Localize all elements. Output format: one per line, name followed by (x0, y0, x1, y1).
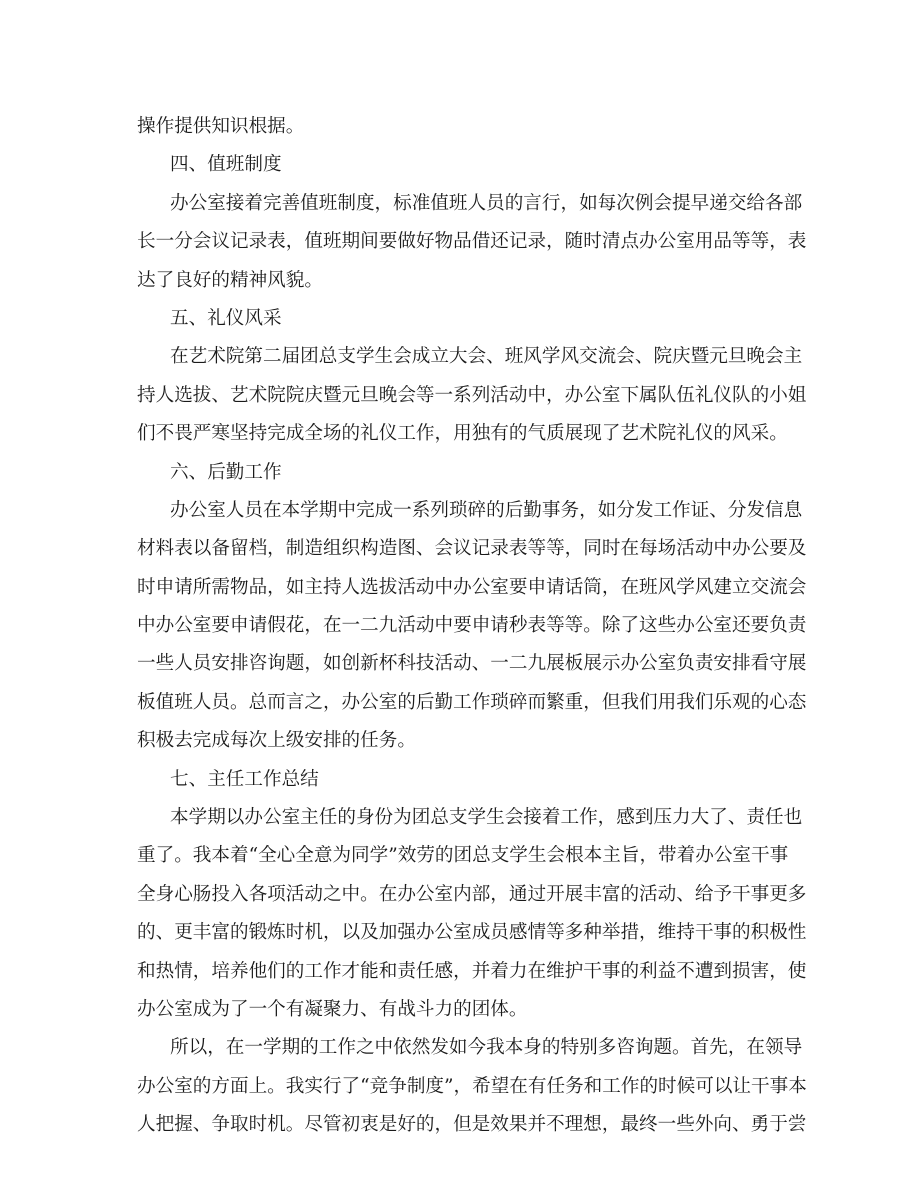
text-line: 达了良好的精神风貌。 (137, 269, 323, 291)
text-line: 人把握、争取时机。尽管初衷是好的，但是效果并不理想，最终一些外向、勇于尝 (137, 1114, 807, 1136)
text-line: 办公室的方面上。我实行了“竞争制度”，希望在有任务和工作的时候可以让干事本 (137, 1075, 807, 1097)
text-line: 板值班人员。总而言之，办公室的后勤工作琐碎而繁重，但我们用我们乐观的心态 (137, 691, 807, 713)
paragraph-reflection (137, 1029, 807, 1144)
text-line: 办公室接着完善值班制度，标准值班人员的言行，如每次例会提早递交给各部 (170, 192, 803, 214)
section-heading-etiquette: 五、礼仪风采 (170, 307, 282, 329)
paragraph-etiquette (137, 338, 807, 453)
text-line: 和热情，培养他们的工作才能和责任感，并着力在维护干事的利益不遭到损害，使 (137, 960, 807, 982)
text-line: 办公室人员在本学期中完成一系列琐碎的后勤事务，如分发工作证、分发信息 (170, 499, 803, 521)
continuation-paragraph (137, 108, 787, 146)
text-line: 办公室成为了一个有凝聚力、有战斗力的团体。 (137, 998, 528, 1020)
text-line: 操作提供知识根据。 (137, 116, 305, 137)
paragraph-duty-system (137, 185, 807, 300)
paragraph-logistics (137, 492, 807, 761)
text-line: 长一分会议记录表，值班期间要做好物品借还记录，随时清点办公室用品等等，表 (137, 231, 807, 253)
text-line: 们不畏严寒坚持完成全场的礼仪工作，用独有的气质展现了艺术院礼仪的风采。 (137, 423, 788, 445)
text-line: 的、更丰富的锻炼时机，以及加强办公室成员感情等多种举措，维持干事的积极性 (137, 922, 807, 944)
text-line: 一些人员安排咨询题，如创新杯科技活动、一二九展板展示办公室负责安排看守展 (137, 653, 807, 675)
text-line: 本学期以办公室主任的身份为团总支学生会接着工作，感到压力大了、责任也 (170, 807, 803, 829)
section-heading-director-summary: 七、主任工作总结 (170, 768, 319, 790)
document-body (137, 108, 807, 1145)
text-line: 重了。我本着“全心全意为同学”效劳的团总支学生会根本主旨，带着办公室干事 (137, 845, 789, 867)
text-line: 时申请所需物品，如主持人选拔活动中办公室要申请话筒，在班风学风建立交流会 (137, 576, 807, 598)
text-line: 所以，在一学期的工作之中依然发如今我本身的特别多咨询题。首先，在领导 (170, 1037, 803, 1059)
text-line: 积极去完成每次上级安排的任务。 (137, 730, 416, 752)
text-line: 中办公室要申请假花，在一二九活动中要申请秒表等等。除了这些办公室还要负责 (137, 615, 807, 637)
section-heading-duty-system: 四、值班制度 (170, 154, 282, 176)
paragraph-director-summary (137, 799, 807, 1029)
text-line: 持人选拔、艺术院院庆暨元旦晚会等一系列活动中，办公室下属队伍礼仪队的小姐 (137, 384, 807, 406)
text-line: 材料表以备留档，制造组织构造图、会议记录表等等，同时在每场活动中办公要及 (137, 538, 807, 560)
section-heading-logistics: 六、后勤工作 (170, 461, 282, 483)
text-line: 在艺术院第二届团总支学生会成立大会、班风学风交流会、院庆暨元旦晚会主 (170, 346, 803, 368)
text-line: 全身心肠投入各项活动之中。在办公室内部，通过开展丰富的活动、给予干事更多 (137, 883, 807, 905)
